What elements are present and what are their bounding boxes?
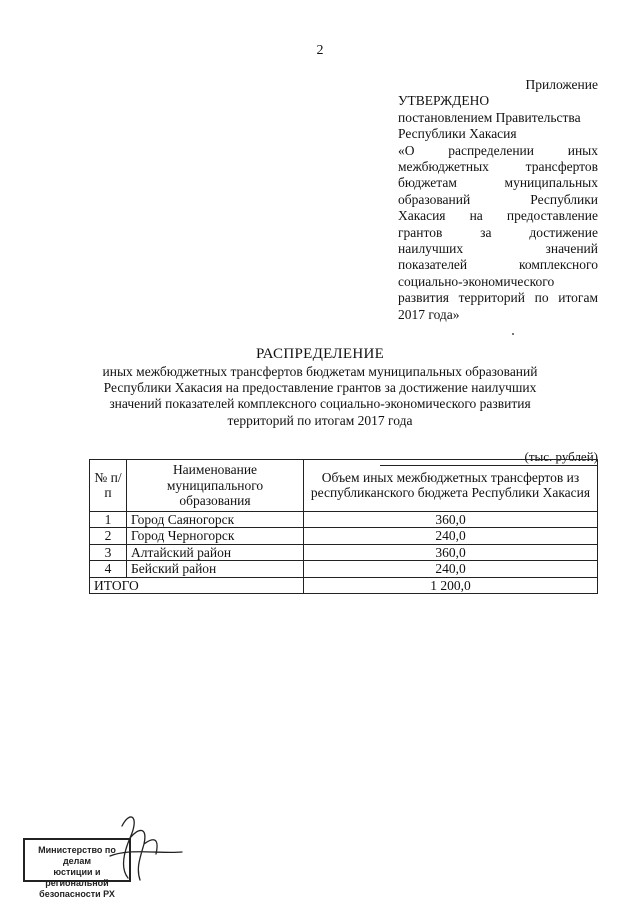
row-amount: 240,0 — [304, 561, 598, 578]
table-row — [90, 511, 598, 528]
row-name: Город Саяногорск — [127, 511, 304, 528]
approval-line: наилучших значений — [398, 241, 598, 257]
approval-line: социально-экономического — [398, 273, 555, 289]
approval-line: бюджетам муниципальных — [398, 175, 598, 191]
approval-line: образований Республики — [398, 191, 598, 207]
approval-line: грантов за достижение — [398, 224, 598, 240]
total-label: ИТОГО — [90, 577, 304, 594]
approval-line: показателей комплексного — [398, 257, 598, 273]
table-row — [90, 528, 598, 545]
document-title: РАСПРЕДЕЛЕНИЕ — [255, 346, 385, 362]
row-amount: 360,0 — [304, 544, 598, 561]
approval-block — [398, 77, 598, 323]
stamp-line: безопасности РХ — [39, 889, 115, 899]
approval-line: постановлением Правительства — [398, 109, 581, 125]
approval-line: Хакасия на предоставление — [398, 208, 598, 224]
table-row — [90, 561, 598, 578]
header-num: № п/п — [90, 460, 127, 512]
signature-scribble — [100, 808, 200, 888]
row-num: 4 — [90, 561, 127, 578]
distribution-table — [89, 459, 598, 594]
total-amount: 1 200,0 — [304, 577, 598, 594]
approved-label: УТВЕРЖДЕНО — [398, 93, 490, 109]
header-amount: Объем иных межбюджетных трансфертов из республиканского бюджета Республики Хакасия — [304, 460, 598, 512]
header-name: Наименование муниципального образования — [127, 460, 304, 512]
approval-line: 2017 года» — [398, 306, 460, 322]
page-number: 2 — [316, 43, 324, 58]
stamp-line: юстиции и региональной — [45, 867, 109, 888]
appendix-label: Приложение — [525, 77, 598, 92]
row-name: Бейский район — [127, 561, 304, 578]
row-name: Город Черногорск — [127, 528, 304, 545]
table-row — [90, 544, 598, 561]
approval-line: Республики Хакасия — [398, 126, 517, 142]
row-num: 2 — [90, 528, 127, 545]
row-num: 1 — [90, 511, 127, 528]
row-amount: 360,0 — [304, 511, 598, 528]
scan-speck — [512, 333, 514, 335]
stamp-line: Министерство по делам — [38, 845, 116, 866]
table-total-row — [90, 577, 598, 594]
units-label: (тыс. рублей) — [380, 449, 598, 466]
row-amount: 240,0 — [304, 528, 598, 545]
approval-line: межбюджетных трансфертов — [398, 159, 598, 175]
row-name: Алтайский район — [127, 544, 304, 561]
approval-line: развития территорий по итогам — [398, 290, 598, 306]
document-subtitle: иных межбюджетных трансфертов бюджетам муниципальных образований Республики Хакасия на предоставление грантов за достижение наилучших значений показателей комплексного социально-экономического развития территорий по итогам 2017 года — [102, 364, 538, 428]
table-header-row — [90, 460, 598, 512]
row-num: 3 — [90, 544, 127, 561]
approval-line: «О распределении иных — [398, 142, 598, 158]
